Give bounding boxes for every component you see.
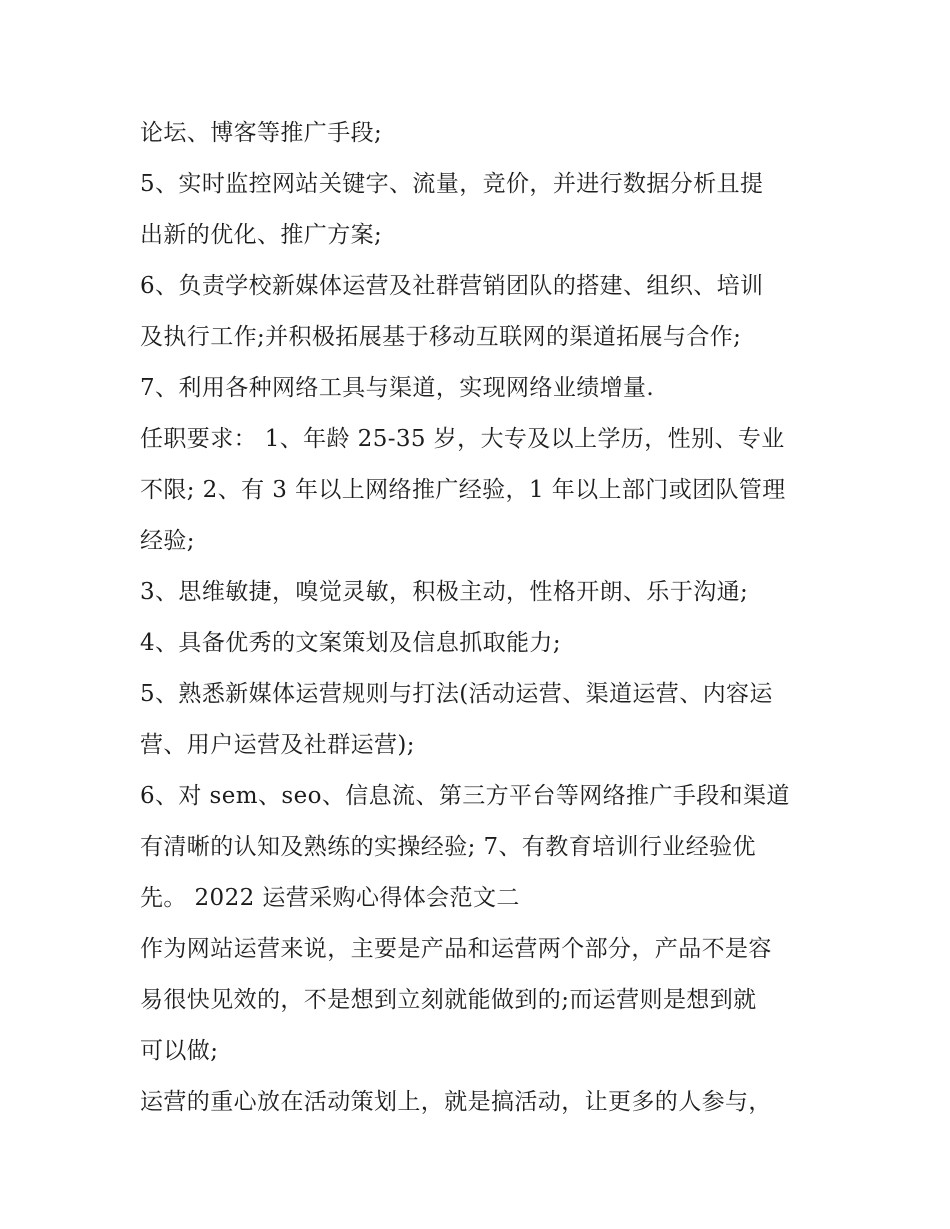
text-line: 6、负责学校新媒体运营及社群营销团队的搭建、组织、培训 [140, 273, 764, 299]
text-line: 6、对 sem、seo、信息流、第三方平台等网络推广手段和渠道 [140, 783, 790, 809]
text-line: 论坛、博客等推广手段; [140, 120, 383, 146]
text-line: 先。 2022 运营采购心得体会范文二 [140, 885, 520, 911]
document-body [140, 108, 820, 1128]
text-line: 易很快见效的，不是想到立刻就能做到的;而运营则是想到就 [140, 987, 757, 1013]
text-line: 作为网站运营来说，主要是产品和运营两个部分，产品不是容 [140, 936, 772, 962]
text-line: 不限; 2、有 3 年以上网络推广经验，1 年以上部门或团队管理 [140, 477, 786, 503]
text-line: 5、熟悉新媒体运营规则与打法(活动运营、渠道运营、内容运 [140, 681, 773, 707]
text-line: 出新的优化、推广方案; [140, 222, 383, 248]
text-line: 可以做; [140, 1038, 219, 1064]
text-line: 及执行工作;并积极拓展基于移动互联网的渠道拓展与合作; [140, 324, 742, 350]
text-line: 营、用户运营及社群运营); [140, 732, 415, 758]
text-line: 有清晰的认知及熟练的实操经验; 7、有教育培训行业经验优 [140, 834, 756, 860]
text-line: 任职要求： 1、年龄 25-35 岁，大专及以上学历，性别、专业 [140, 426, 785, 452]
text-line: 3、思维敏捷，嗅觉灵敏，积极主动，性格开朗、乐于沟通; [140, 579, 749, 605]
text-line: 7、利用各种网络工具与渠道，实现网络业绩增量. [140, 375, 655, 401]
text-line: 运营的重心放在活动策划上，就是搞活动，让更多的人参与， [140, 1089, 772, 1115]
text-line: 经验; [140, 528, 195, 554]
text-line: 5、实时监控网站关键字、流量，竞价，并进行数据分析且提 [140, 171, 764, 197]
text-line: 4、具备优秀的文案策划及信息抓取能力; [140, 630, 561, 656]
